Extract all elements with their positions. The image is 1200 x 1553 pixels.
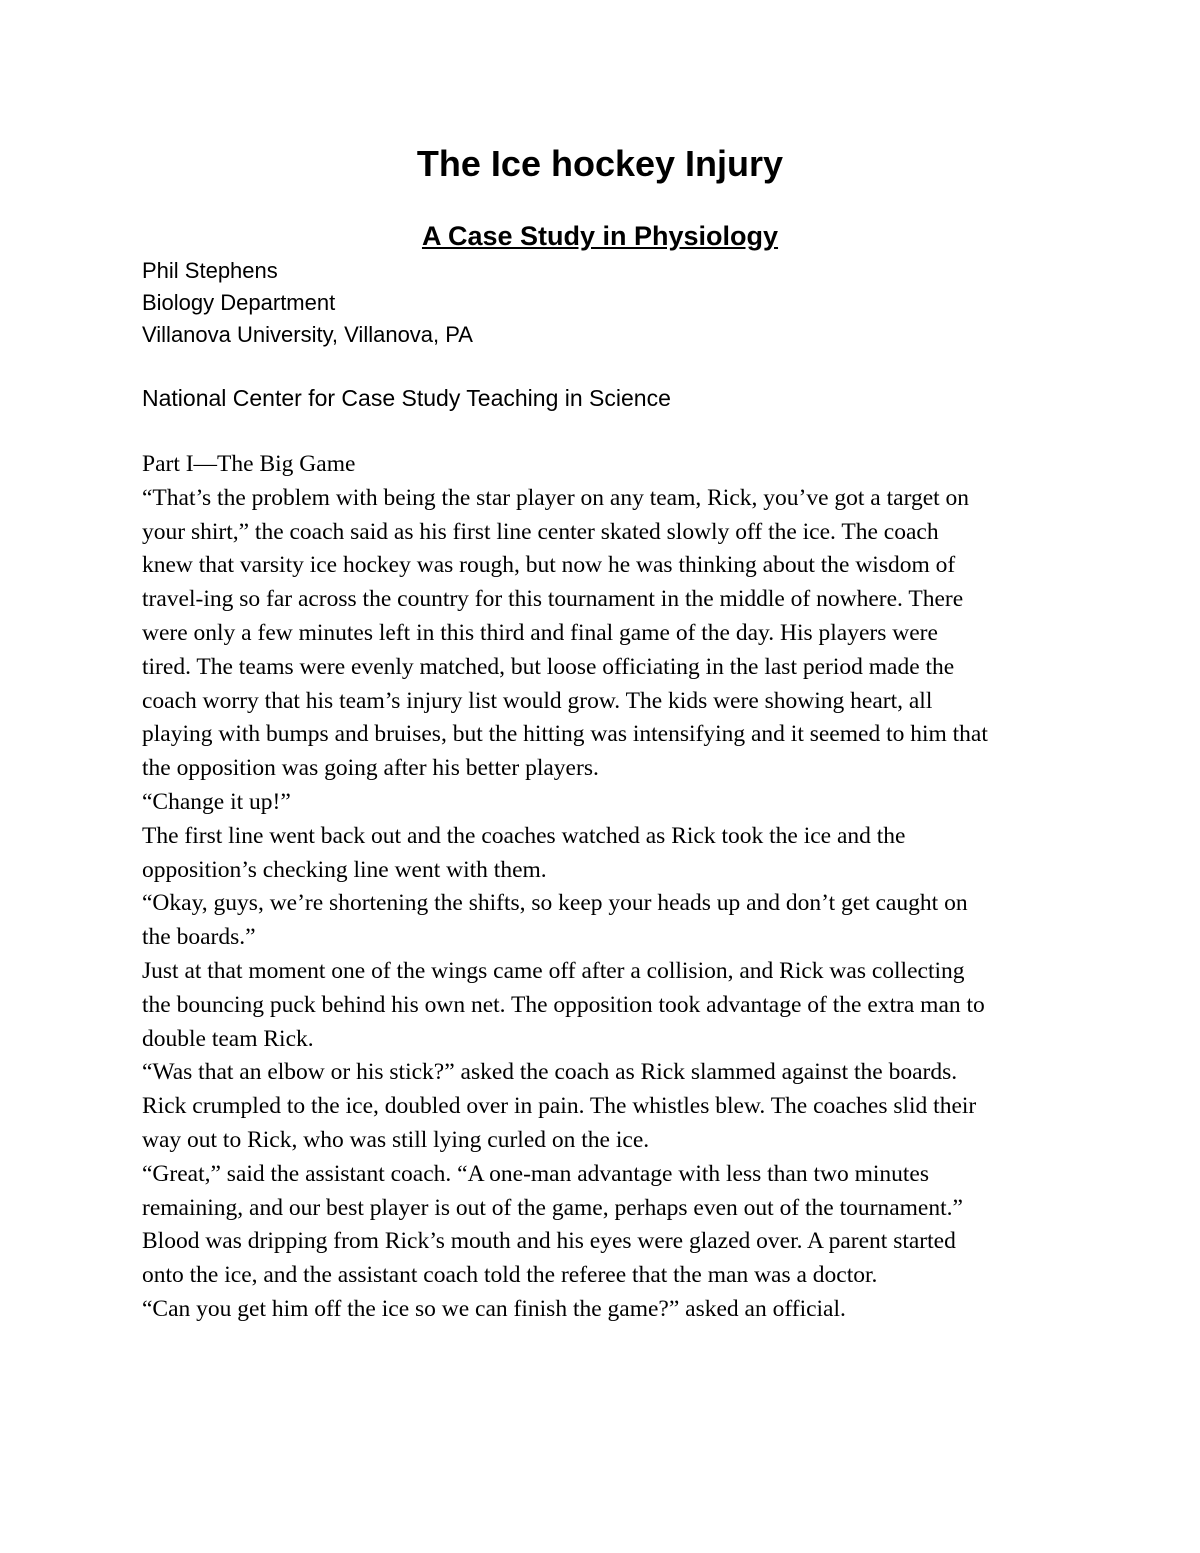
body-line: onto the ice, and the assistant coach told the referee that the man was a doctor. <box>142 1262 878 1289</box>
publisher-center: National Center for Case Study Teaching in Science <box>142 385 671 411</box>
body-line: “Okay, guys, we’re shortening the shifts, so keep your heads up and don’t get caught on <box>142 890 968 917</box>
body-line: coach worry that his team’s injury list would grow. The kids were showing heart, all <box>142 687 933 714</box>
body-line: “That’s the problem with being the star player on any team, Rick, you’ve got a target on <box>142 484 970 511</box>
body-line: “Great,” said the assistant coach. “A one-man advantage with less than two minutes <box>142 1160 930 1187</box>
body-line: opposition’s checking line went with them. <box>142 856 547 883</box>
body-line: The first line went back out and the coaches watched as Rick took the ice and the <box>142 822 906 849</box>
document-title: The Ice hockey Injury <box>416 143 784 184</box>
body-line: Rick crumpled to the ice, doubled over in pain. The whistles blew. The coaches slid their <box>142 1093 977 1120</box>
author-institution: Villanova University, Villanova, PA <box>142 322 473 347</box>
author-block <box>142 255 1042 351</box>
body-line: way out to Rick, who was still lying curled on the ice. <box>142 1126 650 1153</box>
body-line: the bouncing puck behind his own net. The opposition took advantage of the extra man to <box>142 991 985 1018</box>
part-heading: Part I—The Big Game <box>142 451 356 477</box>
body-line: travel-ing so far across the country for this tournament in the middle of nowhere. There <box>142 586 964 613</box>
body-line: the opposition was going after his better players. <box>142 755 599 782</box>
body-line: your shirt,” the coach said as his first line center skated slowly off the ice. The coach <box>142 518 939 545</box>
body-line: tired. The teams were evenly matched, but loose officiating in the last period made the <box>142 653 955 680</box>
body-line: playing with bumps and bruises, but the hitting was intensifying and it seemed to him that <box>142 721 988 748</box>
body-line: Blood was dripping from Rick’s mouth and his eyes were glazed over. A parent started <box>142 1228 956 1255</box>
body-line: “Can you get him off the ice so we can finish the game?” asked an official. <box>142 1295 846 1322</box>
body-line: Just at that moment one of the wings came off after a collision, and Rick was collecting <box>142 957 965 984</box>
author-name: Phil Stephens <box>142 258 278 283</box>
author-department: Biology Department <box>142 290 336 315</box>
body-line: double team Rick. <box>142 1025 314 1052</box>
body-line: remaining, and our best player is out of the game, perhaps even out of the tournament.” <box>142 1194 963 1221</box>
body-line: “Change it up!” <box>142 788 291 815</box>
body-line: were only a few minutes left in this third and final game of the day. His players were <box>142 619 938 646</box>
body-line: the boards.” <box>142 924 256 951</box>
body-line: “Was that an elbow or his stick?” asked the coach as Rick slammed against the boards. <box>142 1059 958 1086</box>
document-subtitle: A Case Study in Physiology <box>421 221 779 251</box>
case-body <box>142 448 1067 1327</box>
body-line: knew that varsity ice hockey was rough, but now he was thinking about the wisdom of <box>142 552 956 579</box>
